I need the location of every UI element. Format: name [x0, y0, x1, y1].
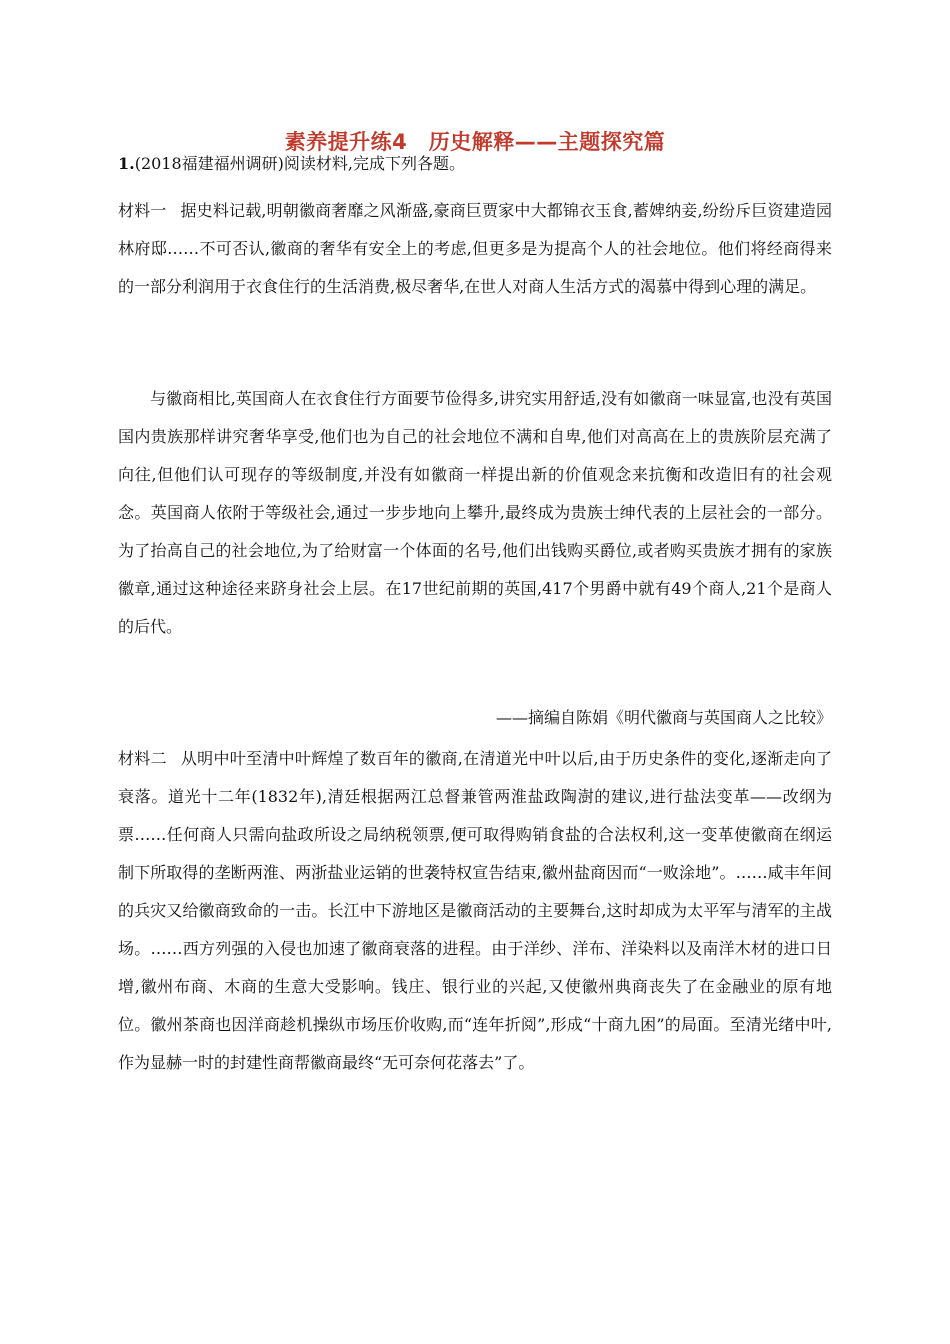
material-one-label: 材料一 — [118, 201, 167, 220]
material-one-text-1: 据史料记载,明朝徽商奢靡之风渐盛,豪商巨贾家中大都锦衣玉食,蓄婢纳妾,纷纷斥巨资建造园林府邸……不可否认,徽商的奢华有安全上的考虑,但更多是为提高个人的社会地位。他们将经商得来的一部分利润用于衣食住行的生活消费,极尽奢华,在世人对商人生活方式的渴慕中得到心理的满足。 — [118, 201, 832, 296]
material-one-paragraph-1 — [118, 192, 832, 306]
question-text: (2018福建福州调研)阅读材料,完成下列各题。 — [134, 154, 465, 173]
material-one-paragraph-2: 与徽商相比,英国商人在衣食住行方面要节俭得多,讲究实用舒适,没有如徽商一味显富,也没有英国国内贵族那样讲究奢华享受,他们也为自己的社会地位不满和自卑,他们对高高在上的贵族阶层充满了向往,但他们认可现存的等级制度,并没有如徽商一样提出新的价值观念来抗衡和改造旧有的社会观念。英国商人依附于等级社会,通过一步步地向上攀升,最终成为贵族士绅代表的上层社会的一部分。为了抬高自己的社会地位,为了给财富一个体面的名号,他们出钱购买爵位,或者购买贵族才拥有的家族徽章,通过这种途径来跻身社会上层。在17世纪前期的英国,417个男爵中就有49个商人,21个是商人的后代。 — [118, 389, 832, 636]
material-two-label: 材料二 — [118, 749, 167, 768]
material-two-text: 从明中叶至清中叶辉煌了数百年的徽商,在清道光中叶以后,由于历史条件的变化,逐渐走向了衰落。道光十二年(1832年),清廷根据两江总督兼管两淮盐政陶澍的建议,进行盐法变革——改纲为票……任何商人只需向盐政所设之局纳税领票,便可取得购销食盐的合法权利,这一变革使徽商在纲运制下所取得的垄断两淮、两浙盐业运销的世袭特权宣告结束,徽州盐商因而“一败涂地”。……咸丰年间的兵灾又给徽商致命的一击。长江中下游地区是徽商活动的主要舞台,这时却成为太平军与清军的主战场。……西方列强的入侵也加速了徽商衰落的进程。由于洋纱、洋布、洋染料以及南洋木材的进口日增,徽州布商、木商的生意大受影响。钱庄、银行业的兴起,又使徽州典商丧失了在金融业的原有地位。徽州茶商也因洋商趁机操纵市场压价收购,而“连年折阅”,形成“十商九困”的局面。至清光绪中叶,作为显赫一时的封建性商帮徽商最终“无可奈何花落去”了。 — [118, 749, 832, 1072]
question-number: 1. — [118, 154, 135, 173]
material-one-source: ——摘编自陈娟《明代徽商与英国商人之比较》 — [495, 708, 832, 727]
question-intro — [118, 152, 832, 176]
material-two-paragraph — [118, 740, 832, 1082]
page-title: 素养提升练4 历史解释——主题探究篇 — [284, 130, 666, 154]
